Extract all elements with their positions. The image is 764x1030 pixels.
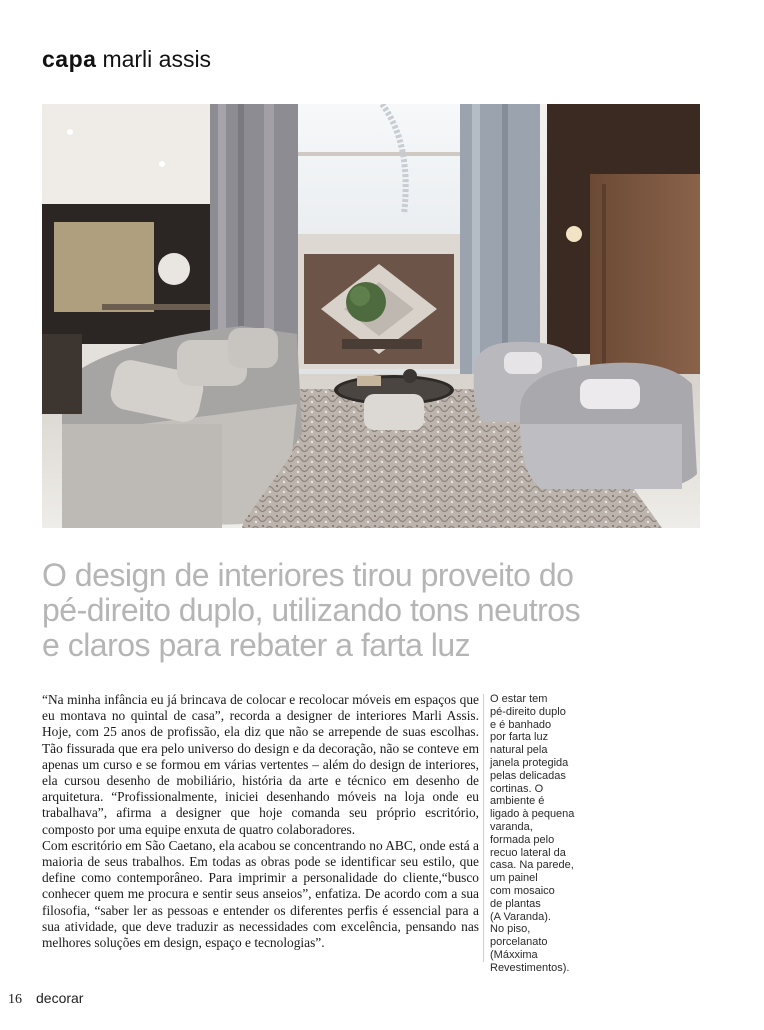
caption-line: um painel xyxy=(490,872,538,885)
living-room-photo xyxy=(42,104,700,528)
caption-line: ambiente é xyxy=(490,795,545,808)
magazine-name: decorar xyxy=(36,990,84,1006)
section-header xyxy=(42,46,211,73)
caption-line: pé-direito duplo xyxy=(490,705,566,718)
headline xyxy=(42,558,732,663)
caption-line: varanda, xyxy=(490,820,533,833)
caption-line: recuo lateral da xyxy=(490,846,566,859)
page-number: 16 xyxy=(8,992,22,1007)
headline-line: e claros para rebater a farta luz xyxy=(42,627,471,663)
headline-line: O design de interiores tirou proveito do xyxy=(42,557,574,593)
caption-line: por farta luz xyxy=(490,731,549,744)
photo-caption xyxy=(490,693,590,975)
caption-line: No piso, xyxy=(490,923,531,936)
caption-line: natural pela xyxy=(490,744,548,757)
paragraph: Com escritório em São Caetano, ela acabou se concentrando no ABC, onde está a maioria de seus trabalhos. Em todas as obras pode se identificar seu estilo, que define como contemporâneo. Para imprimir a personalidade do cliente,“busco conhecer quem me procura e sentir seus anseios”, enfatiza. De acordo com a sua filosofia, “saber ler as pessoas e entender os diferentes perfis é essencial para a sua atividade, que deve traduzir as necessidades com excelência, pensando nas melhores soluções em design, espaço e tecnologias”. xyxy=(42,837,479,951)
page-footer xyxy=(8,990,83,1008)
caption-line: Revestimentos). xyxy=(490,961,570,974)
caption-line: cortinas. O xyxy=(490,782,544,795)
paragraph: “Na minha infância eu já brincava de colocar e recolocar móveis em espaços que eu montava no quintal de casa”, recorda a designer de interiores Marli Assis. Hoje, com 25 anos de profissão, ela diz que não se arrepende de suas escolhas. Tão fissurada que era pelo universo do design e da decoração, não se conteve em apenas um curso e se formou em várias vertentes – além do design de interiores, ela cursou desenho de mobiliário, história da arte e técnico em desenho de arquitetura. “Profissionalmente, iniciei desenhando móveis na loja onde eu trabalhava”, afirma a designer que hoje comanda seu próprio escritório, composto por uma equipe enxuta de quatro colaboradores. xyxy=(42,692,479,837)
caption-line: ligado à pequena xyxy=(490,808,575,821)
caption-line: de plantas xyxy=(490,897,541,910)
caption-line: O estar tem xyxy=(490,693,548,705)
article-body xyxy=(42,692,479,951)
caption-line: (A Varanda). xyxy=(490,910,551,923)
caption-line: porcelanato xyxy=(490,936,548,949)
caption-line: pelas delicadas xyxy=(490,769,566,782)
caption-line: e é banhado xyxy=(490,718,552,731)
section-label: capa xyxy=(42,46,97,72)
caption-line: casa. Na parede, xyxy=(490,859,574,872)
caption-line: janela protegida xyxy=(490,756,569,769)
caption-line: formada pelo xyxy=(490,833,555,846)
subject-name: marli assis xyxy=(102,46,212,72)
headline-line: pé-direito duplo, utilizando tons neutros xyxy=(42,592,581,628)
caption-line: com mosaico xyxy=(490,884,555,897)
caption-line: (Máxxima xyxy=(490,948,538,961)
caption-divider xyxy=(483,694,484,962)
